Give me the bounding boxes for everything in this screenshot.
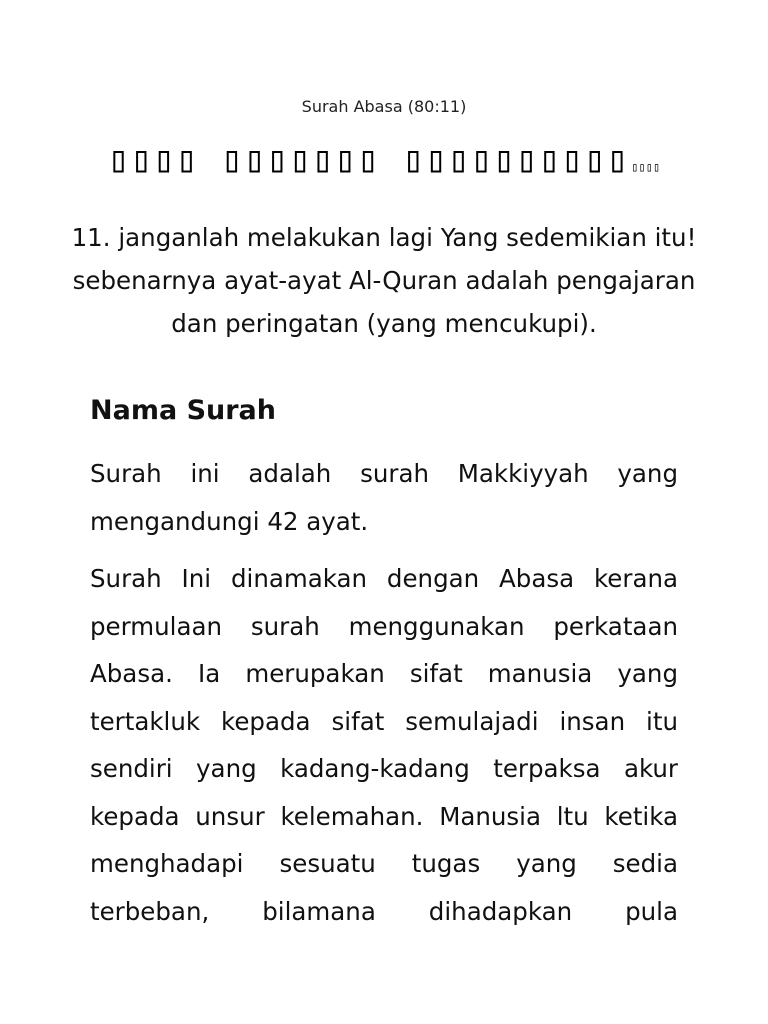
section-heading: Nama Surah	[90, 395, 276, 426]
body-paragraph: Surah ini adalah surah Makkiyyah yang mengandungi 42 ayat.	[90, 459, 678, 536]
arabic-verse-line	[0, 140, 768, 180]
arabic-verse-number: ▯▯▯▯	[631, 160, 661, 174]
verse-reference: Surah Abasa (80:11)	[301, 97, 467, 116]
arabic-verse-text: ▯▯▯▯ ▯▯▯▯▯▯▯ ▯▯▯▯▯▯▯▯▯▯	[107, 139, 630, 180]
verse-translation: 11. janganlah melakukan lagi Yang sedemikian itu! sebenarnya ayat-ayat Al-Quran adalah pengajaran dan peringatan (yang mencukupi).	[71, 223, 697, 338]
body-paragraph: Surah Ini dinamakan dengan Abasa kerana permulaan surah menggunakan perkataan Abasa. Ia merupakan sifat manusia yang tertakluk kepada sifat semulajadi insan itu sendiri yang kadang-kadang terpaksa akur kepada unsur kelemahan. Manusia ltu ketika menghadapi sesuatu tugas yang sedia terbeban, bilamana dihadapkan pula	[90, 564, 678, 926]
